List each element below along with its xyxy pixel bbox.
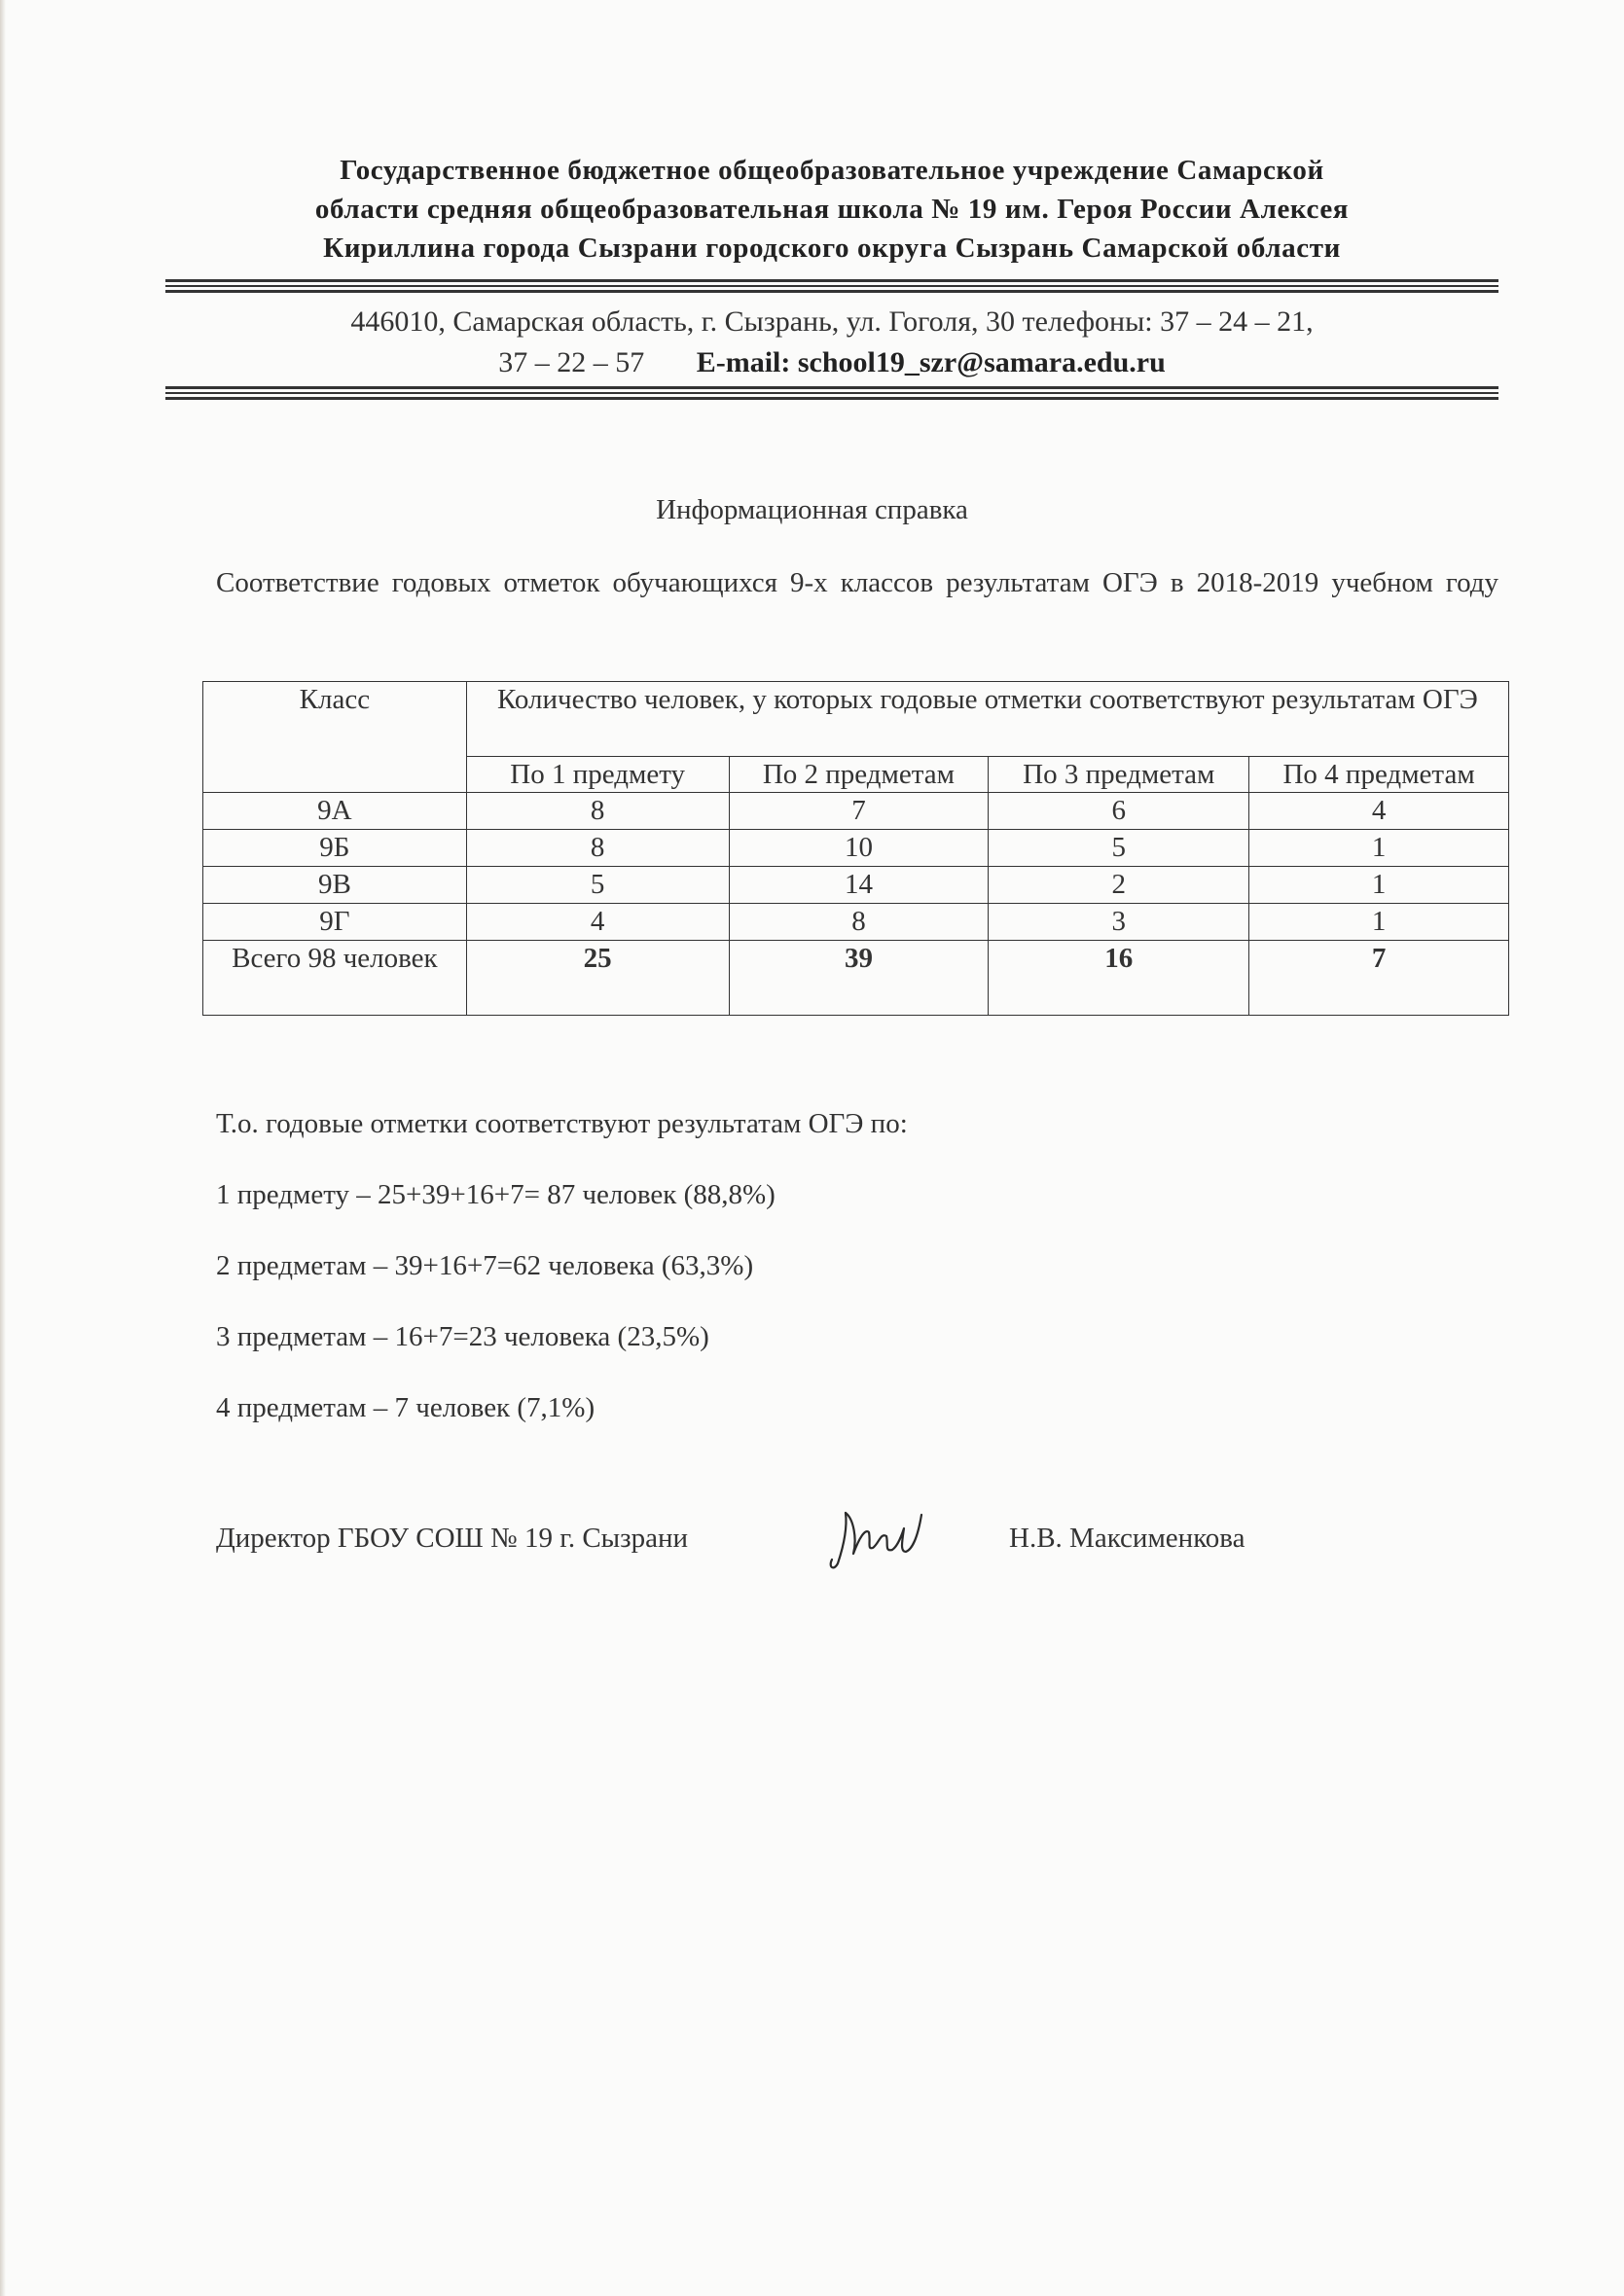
value-cell: 6 (989, 793, 1249, 830)
header-class: Класс (203, 682, 467, 793)
summary-line: 2 предметам – 39+16+7=62 человека (63,3%) (216, 1250, 754, 1281)
handwritten-signature (824, 1499, 941, 1577)
value-cell: 1 (1249, 830, 1509, 867)
value-cell: 5 (466, 867, 729, 904)
total-cell: 7 (1249, 941, 1509, 1016)
subheader-1: По 1 предмету (466, 757, 729, 793)
value-cell: 14 (729, 867, 989, 904)
value-cell: 8 (466, 830, 729, 867)
phone-2: 37 – 22 – 57 (498, 346, 645, 378)
value-cell: 8 (466, 793, 729, 830)
subheader-2: По 2 предметам (729, 757, 989, 793)
address-divider (165, 386, 1498, 400)
class-cell: 9Б (203, 830, 467, 867)
value-cell: 1 (1249, 867, 1509, 904)
table-row (203, 904, 1509, 941)
total-cell: 25 (466, 941, 729, 1016)
subheader-3: По 3 предметам (989, 757, 1249, 793)
document-title: Информационная справка (656, 494, 968, 525)
value-cell: 2 (989, 867, 1249, 904)
address-line-1: 446010, Самарская область, г. Сызрань, ул. Гоголя, 30 телефоны: 37 – 24 – 21, (350, 305, 1314, 338)
email-address: E-mail: school19_szr@samara.edu.ru (696, 346, 1166, 378)
signer-position: Директор ГБОУ СОШ № 19 г. Сызрани (216, 1523, 689, 1554)
value-cell: 7 (729, 793, 989, 830)
results-table (202, 681, 1509, 1016)
total-row (203, 941, 1509, 1016)
organization-header (170, 151, 1494, 268)
table-row (203, 867, 1509, 904)
value-cell: 5 (989, 830, 1249, 867)
total-label: Всего 98 человек (203, 941, 467, 1016)
signer-name: Н.В. Максименкова (1009, 1523, 1245, 1554)
value-cell: 10 (729, 830, 989, 867)
subheader-4: По 4 предметам (1249, 757, 1509, 793)
summary-line: 1 предмету – 25+39+16+7= 87 человек (88,8%) (216, 1179, 776, 1210)
total-cell: 39 (729, 941, 989, 1016)
value-cell: 3 (989, 904, 1249, 941)
summary-intro: Т.о. годовые отметки соответствуют результатам ОГЭ по: (216, 1108, 908, 1139)
value-cell: 4 (466, 904, 729, 941)
org-line-3: Кириллина города Сызрани городского округа Сызрань Самарской области (323, 233, 1341, 264)
value-cell: 1 (1249, 904, 1509, 941)
summary-line: 4 предметам – 7 человек (7,1%) (216, 1392, 595, 1423)
header-divider (165, 279, 1498, 293)
scan-edge (0, 0, 6, 2296)
class-cell: 9В (203, 867, 467, 904)
header-group: Количество человек, у которых годовые отметки соответствуют результатам ОГЭ (466, 682, 1508, 757)
address-block (170, 302, 1494, 383)
signature-block (216, 1523, 1325, 1600)
class-cell: 9А (203, 793, 467, 830)
org-line-1: Государственное бюджетное общеобразовательное учреждение Самарской (340, 155, 1324, 186)
intro-text: Соответствие годовых отметок обучающихся 9-х классов результатам ОГЭ в 2018-2019 учебном году (216, 567, 1498, 598)
value-cell: 8 (729, 904, 989, 941)
class-cell: 9Г (203, 904, 467, 941)
value-cell: 4 (1249, 793, 1509, 830)
total-cell: 16 (989, 941, 1249, 1016)
table-row (203, 830, 1509, 867)
org-line-2: области средняя общеобразовательная школа № 19 им. Героя России Алексея (314, 194, 1350, 225)
summary-line: 3 предметам – 16+7=23 человека (23,5%) (216, 1321, 709, 1352)
summary-block (216, 1104, 908, 1459)
table-row (203, 793, 1509, 830)
address-line-2 (170, 342, 1494, 383)
